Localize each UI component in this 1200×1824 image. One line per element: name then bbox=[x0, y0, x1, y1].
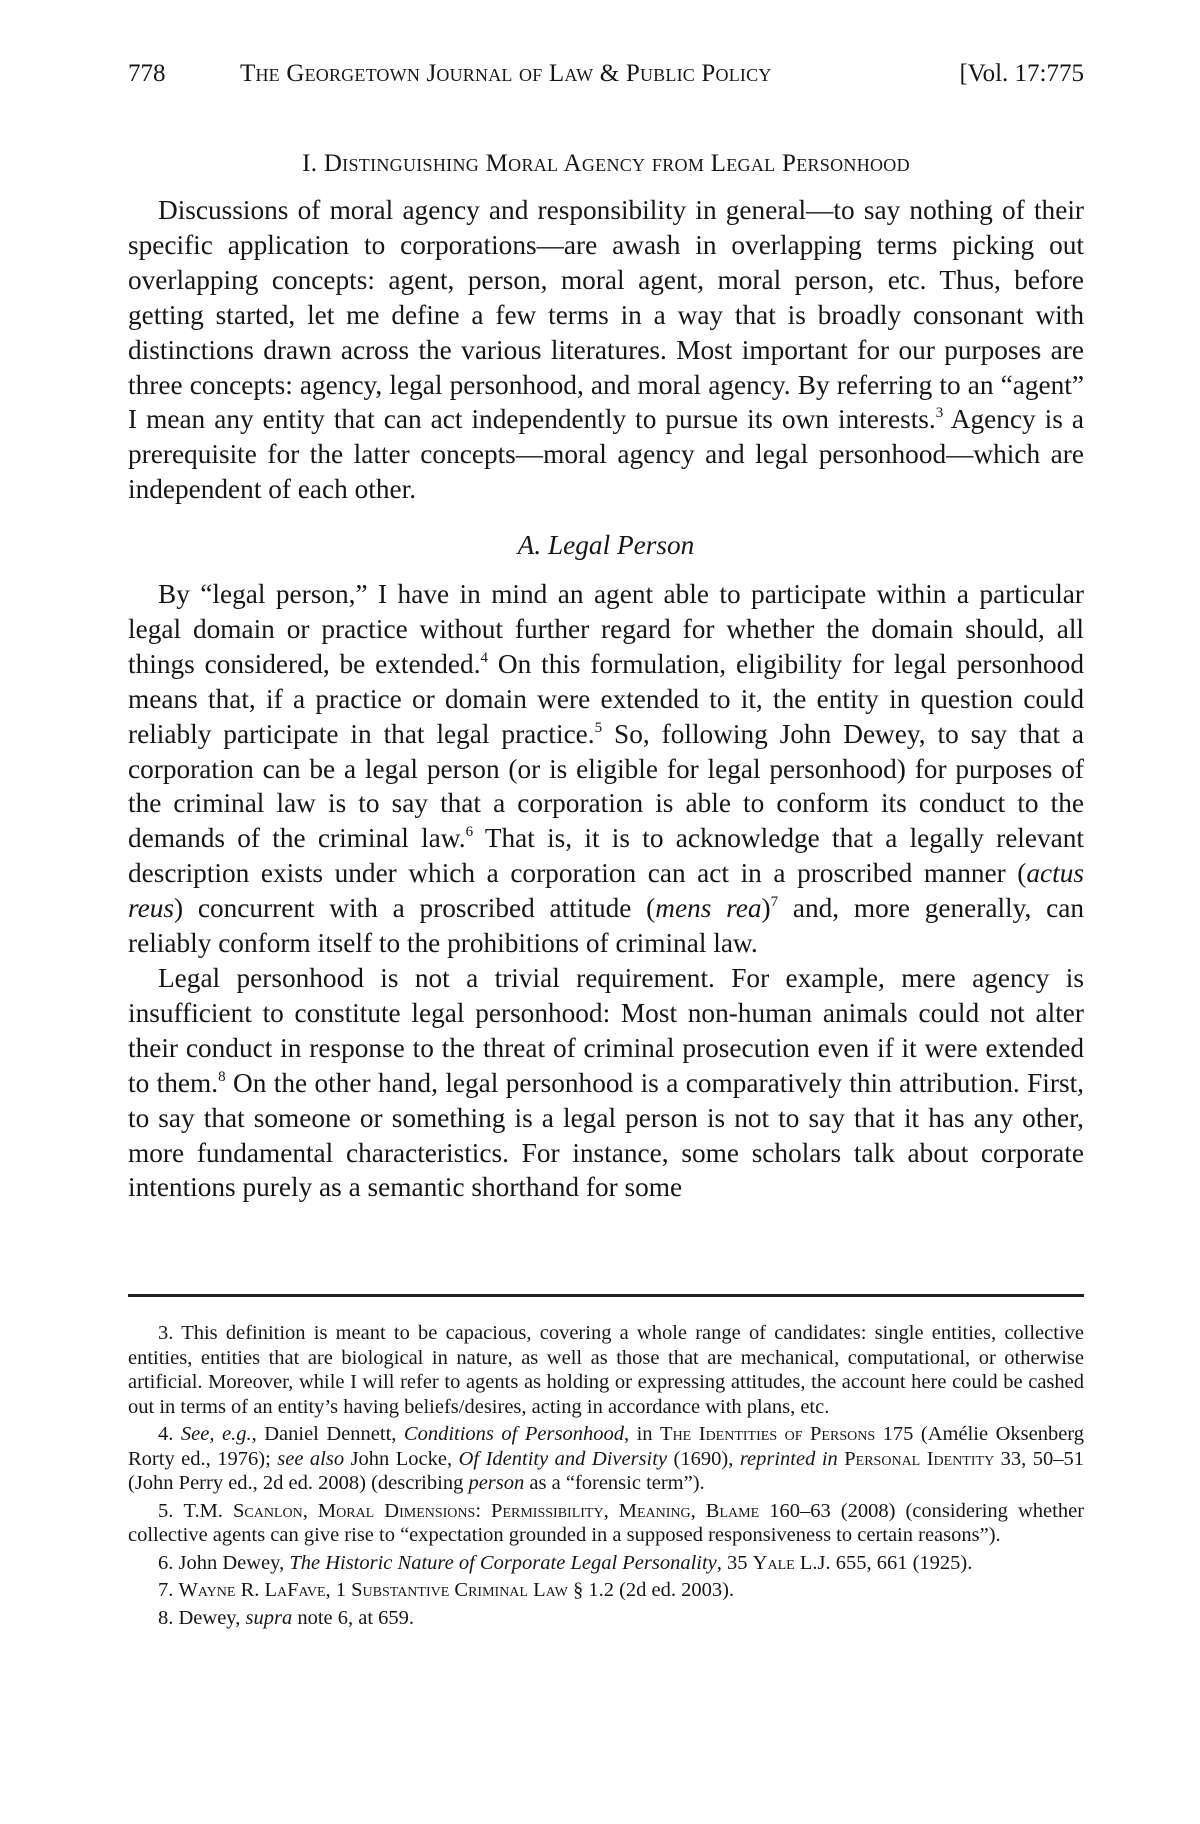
footnote-ref[interactable]: 3 bbox=[935, 405, 944, 422]
footnote-8: 8. Dewey, supra note 6, at 659. bbox=[158, 1606, 415, 1629]
footnote-ref[interactable]: 8 bbox=[218, 1068, 226, 1085]
paragraph: Legal personhood is not a trivial requirement. For example, mere agency is insufficient to constitute legal personhood: Most non-human animals could not alter their conduct in response to the threat of criminal prosecution even if it were extended to them.$^8$ On the other hand, legal personhood is a comparatively thin attribution. First, to say that someone or something is a legal person is not to say that it has any other, more fundamental characteristics. For instance, some scholars talk about corporate intentions purely as a semantic shorthand for some bbox=[128, 962, 1084, 1203]
journal-title: The Georgetown Journal of Law & Public Policy bbox=[240, 60, 772, 87]
section-intro bbox=[128, 193, 1084, 507]
footnote-3: 3. This definition is meant to be capacious, covering a whole range of candidates: single entities, collective entities, entities that are biological in nature, as well as those that are mechanical, computational, or otherwise artificial. Moreover, while I will refer to agents as holding or expressing attitudes, the account here could be cashed out in terms of an entity’s having beliefs/desires, acting in accordance with plans, etc. bbox=[128, 1322, 1084, 1418]
footnote-7: 7. Wayne R. LaFave, 1 Substantive Criminal Law § 1.2 (2d ed. 2003). bbox=[158, 1579, 735, 1601]
paragraph: By “legal person,” I have in mind an agent able to participate within a particular legal domain or practice without further regard for whether the domain should, all things considered, be extended.$^4$ On this formulation, eligibility for legal personhood means that, if a practice or domain were extended to it, the entity in question could reliably participate in that legal practice.$^5$ So, following John Dewey, to say that a corporation can be a legal person (or is eligible for legal personhood) for purposes of the criminal law is to say that a corporation is able to conform its conduct to the demands of the criminal law.$^6$ That is, it is to acknowledge that a legally relevant description exists under which a corporation can act in a proscribed manner (actus reus) concurrent with a proscribed attitude (mens rea)$^7$ and, more generally, can reliably conform itself to the prohibitions of criminal law. bbox=[128, 579, 1084, 959]
footnote-6: 6. John Dewey, The Historic Nature of Corporate Legal Personality, 35 Yale L.J. 655, 661 (1925). bbox=[158, 1551, 973, 1574]
paragraph: Discussions of moral agency and responsibility in general—to say nothing of their specific application to corporations—are awash in overlapping terms picking out overlapping concepts: agent, person, moral agent, moral person, etc. Thus, before getting started, let me define a few terms in a way that is broadly consonant with distinctions drawn across the various literatures. Most important for our purposes are three concepts: agency, legal personhood, and moral agency. By referring to an “agent” I mean any entity that can act independently to pursue its own interests.$^3$ Agency is a prerequisite for the latter concepts—moral agency and legal personhood—which are independent of each other. bbox=[128, 195, 1084, 505]
footnote-5: 5. T.M. Scanlon, Moral Dimensions: Permissibility, Meaning, Blame 160–63 (2008) (considering whether collective agents can give rise to “expectation grounded in a supposed responsiveness to certain reasons”). bbox=[128, 1499, 1085, 1546]
footnote-ref[interactable]: 7 bbox=[770, 894, 779, 911]
subsection-body bbox=[128, 577, 1084, 1205]
footnote-divider bbox=[128, 1294, 1084, 1297]
subsection-heading: A. Legal Person bbox=[517, 530, 695, 560]
section-heading: I. Distinguishing Moral Agency from Legal Personhood bbox=[302, 150, 910, 177]
footnote-ref[interactable]: 4 bbox=[480, 649, 489, 666]
footnote-ref[interactable]: 6 bbox=[465, 824, 474, 841]
footnote-ref[interactable]: 5 bbox=[594, 719, 603, 736]
footnote-4: 4. See, e.g., Daniel Dennett, Conditions of Personhood, in The Identities of Persons 175 (Amélie Oksenberg Rorty ed., 1976); see also John Locke, Of Identity and Diversity (1690), reprinted in Personal Identity 33, 50–51 (John Perry ed., 2d ed. 2008) (describing person as a “forensic term”). bbox=[128, 1423, 1085, 1494]
footnotes bbox=[128, 1321, 1084, 1633]
volume-citation: [Vol. 17:775 bbox=[959, 60, 1084, 87]
page-number: 778 bbox=[128, 60, 166, 87]
